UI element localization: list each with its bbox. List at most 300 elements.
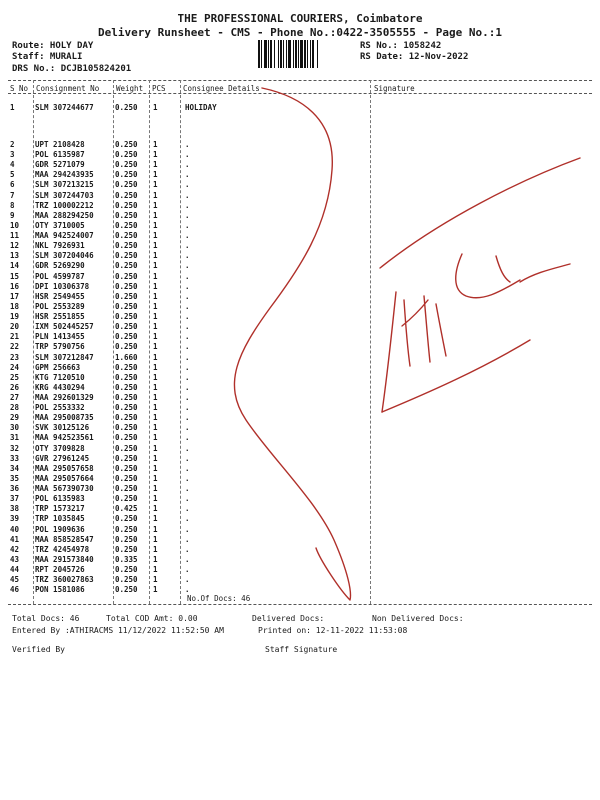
printed-on: Printed on: 12-11-2022 11:53:08 — [258, 626, 408, 635]
delivered-docs: Delivered Docs: — [252, 614, 325, 623]
rs-number: RS No.: 1058242 — [360, 41, 442, 51]
row-consignment-no: TRP 1573217 — [35, 504, 85, 513]
table-row — [0, 211, 600, 219]
row-sno: 22 — [10, 342, 20, 351]
row-pcs: 1 — [153, 514, 158, 523]
row-pcs: 1 — [153, 180, 158, 189]
row-pcs: 1 — [153, 251, 158, 260]
total-docs: Total Docs: 46 — [12, 614, 80, 623]
row-consignment-no: OTY 3710005 — [35, 221, 85, 230]
row-weight: 0.250 — [115, 272, 138, 281]
row-sno: 44 — [10, 565, 20, 574]
row-consignee-details: . — [185, 363, 190, 372]
row-consignment-no: SLM 307212847 — [35, 353, 94, 362]
row-pcs: 1 — [153, 140, 158, 149]
row-pcs: 1 — [153, 545, 158, 554]
rs-date: RS Date: 12-Nov-2022 — [360, 52, 469, 62]
row-sno: 31 — [10, 433, 20, 442]
row-pcs: 1 — [153, 261, 158, 270]
row-consignee-details: . — [185, 383, 190, 392]
table-row — [0, 423, 600, 431]
table-row — [0, 585, 600, 593]
row-consignee-details: . — [185, 454, 190, 463]
row-pcs: 1 — [153, 353, 158, 362]
row-sno: 24 — [10, 363, 20, 372]
table-row — [0, 332, 600, 340]
table-row — [0, 494, 600, 502]
table-row — [0, 272, 600, 280]
row-consignment-no: MAA 294243935 — [35, 170, 94, 179]
row-weight: 0.250 — [115, 373, 138, 382]
row-consignee-details: . — [185, 332, 190, 341]
row-sno: 11 — [10, 231, 20, 240]
row-consignment-no: MAA 942523561 — [35, 433, 94, 442]
table-row — [0, 201, 600, 209]
table-row — [0, 231, 600, 239]
row-pcs: 1 — [153, 393, 158, 402]
row-weight: 0.250 — [115, 464, 138, 473]
row-consignee-details: . — [185, 474, 190, 483]
row-pcs: 1 — [153, 342, 158, 351]
row-sno: 42 — [10, 545, 20, 554]
table-row — [0, 474, 600, 482]
row-consignee-details: . — [185, 160, 190, 169]
row-pcs: 1 — [153, 484, 158, 493]
row-consignee-details: . — [185, 504, 190, 513]
row-weight: 0.250 — [115, 363, 138, 372]
row-consignee-details: . — [185, 292, 190, 301]
column-header-consignee: Consignee Details — [183, 84, 260, 93]
row-pcs: 1 — [153, 103, 158, 112]
row-consignee-details: . — [185, 221, 190, 230]
row-consignment-no: MAA 295057658 — [35, 464, 94, 473]
row-weight: 0.250 — [115, 241, 138, 250]
company-title: THE PROFESSIONAL COURIERS, Coimbatore — [177, 12, 423, 25]
row-sno: 2 — [10, 140, 15, 149]
row-consignment-no: KRG 4430294 — [35, 383, 85, 392]
row-consignment-no: MAA 292601329 — [35, 393, 94, 402]
table-row — [0, 555, 600, 563]
no-of-docs: No.Of Docs: 46 — [187, 594, 251, 603]
table-row — [0, 403, 600, 411]
row-consignment-no: POL 1909636 — [35, 525, 85, 534]
row-consignee-details: . — [185, 312, 190, 321]
row-sno: 18 — [10, 302, 20, 311]
row-pcs: 1 — [153, 312, 158, 321]
row-weight: 0.250 — [115, 514, 138, 523]
row-sno: 38 — [10, 504, 20, 513]
row-pcs: 1 — [153, 272, 158, 281]
row-sno: 15 — [10, 272, 20, 281]
row-pcs: 1 — [153, 302, 158, 311]
row-consignee-details: . — [185, 251, 190, 260]
row-weight: 0.250 — [115, 342, 138, 351]
row-pcs: 1 — [153, 423, 158, 432]
row-sno: 28 — [10, 403, 20, 412]
row-sno: 29 — [10, 413, 20, 422]
row-consignment-no: TRZ 360027863 — [35, 575, 94, 584]
table-top-rule — [8, 80, 592, 81]
table-row — [0, 160, 600, 168]
row-sno: 17 — [10, 292, 20, 301]
row-weight: 0.250 — [115, 525, 138, 534]
row-consignee-details: . — [185, 241, 190, 250]
row-consignee-details: . — [185, 322, 190, 331]
row-weight: 0.250 — [115, 332, 138, 341]
row-consignee-details: . — [185, 525, 190, 534]
row-pcs: 1 — [153, 292, 158, 301]
row-sno: 4 — [10, 160, 15, 169]
table-row — [0, 261, 600, 269]
column-header-sno: S No — [10, 84, 29, 93]
row-weight: 0.250 — [115, 150, 138, 159]
column-header-signature: Signature — [374, 84, 415, 93]
row-pcs: 1 — [153, 201, 158, 210]
non-delivered-docs: Non Delivered Docs: — [372, 614, 464, 623]
row-consignment-no: SLM 307244703 — [35, 191, 94, 200]
row-sno: 19 — [10, 312, 20, 321]
row-consignment-no: TRZ 42454978 — [35, 545, 90, 554]
route-label: Route: HOLY DAY — [12, 41, 94, 51]
table-row — [0, 251, 600, 259]
row-weight: 0.250 — [115, 565, 138, 574]
row-weight: 0.250 — [115, 585, 138, 594]
row-weight: 0.250 — [115, 302, 138, 311]
row-pcs: 1 — [153, 363, 158, 372]
table-row — [0, 454, 600, 462]
row-consignment-no: SVK 30125126 — [35, 423, 90, 432]
row-pcs: 1 — [153, 191, 158, 200]
row-pcs: 1 — [153, 383, 158, 392]
table-row — [0, 565, 600, 573]
row-consignment-no: OTY 3709828 — [35, 444, 85, 453]
row-consignee-details: . — [185, 545, 190, 554]
row-consignee-details: . — [185, 272, 190, 281]
row-consignment-no: UPT 2108428 — [35, 140, 85, 149]
table-row — [0, 444, 600, 452]
row-weight: 0.250 — [115, 393, 138, 402]
row-consignee-details: . — [185, 444, 190, 453]
row-sno: 45 — [10, 575, 20, 584]
row-consignee-details: HOLIDAY — [185, 103, 217, 112]
row-sno: 10 — [10, 221, 20, 230]
row-sno: 16 — [10, 282, 20, 291]
table-row — [0, 103, 600, 111]
row-weight: 0.250 — [115, 211, 138, 220]
row-consignment-no: MAA 295057664 — [35, 474, 94, 483]
row-consignment-no: HSR 2551855 — [35, 312, 85, 321]
row-pcs: 1 — [153, 444, 158, 453]
column-header-consignment: Consignment No — [36, 84, 100, 93]
row-sno: 5 — [10, 170, 15, 179]
row-weight: 0.250 — [115, 251, 138, 260]
row-weight: 0.335 — [115, 555, 138, 564]
total-cod-amount: Total COD Amt: 0.00 — [106, 614, 198, 623]
row-pcs: 1 — [153, 322, 158, 331]
row-consignee-details: . — [185, 555, 190, 564]
row-sno: 35 — [10, 474, 20, 483]
row-sno: 7 — [10, 191, 15, 200]
row-weight: 0.250 — [115, 423, 138, 432]
row-consignment-no: MAA 291573840 — [35, 555, 94, 564]
row-consignment-no: PLN 1413455 — [35, 332, 85, 341]
row-pcs: 1 — [153, 525, 158, 534]
row-consignee-details: . — [185, 413, 190, 422]
table-row — [0, 535, 600, 543]
row-sno: 33 — [10, 454, 20, 463]
row-pcs: 1 — [153, 474, 158, 483]
row-weight: 0.250 — [115, 191, 138, 200]
table-row — [0, 292, 600, 300]
table-row — [0, 514, 600, 522]
row-weight: 0.250 — [115, 383, 138, 392]
row-weight: 0.250 — [115, 535, 138, 544]
row-weight: 0.250 — [115, 484, 138, 493]
row-weight: 0.250 — [115, 474, 138, 483]
row-consignee-details: . — [185, 302, 190, 311]
row-consignment-no: KTG 7120510 — [35, 373, 85, 382]
row-weight: 0.250 — [115, 433, 138, 442]
row-weight: 0.250 — [115, 282, 138, 291]
row-pcs: 1 — [153, 150, 158, 159]
row-sno: 46 — [10, 585, 20, 594]
row-sno: 6 — [10, 180, 15, 189]
row-consignment-no: POL 6135987 — [35, 150, 85, 159]
row-consignee-details: . — [185, 342, 190, 351]
row-weight: 0.250 — [115, 322, 138, 331]
row-consignee-details: . — [185, 575, 190, 584]
row-consignment-no: TRZ 100002212 — [35, 201, 94, 210]
runsheet-subtitle: Delivery Runsheet - CMS - Phone No.:0422-3505555 - Page No.:1 — [98, 26, 502, 39]
row-weight: 0.425 — [115, 504, 138, 513]
table-row — [0, 383, 600, 391]
row-consignment-no: GVR 27961245 — [35, 454, 90, 463]
table-row — [0, 353, 600, 361]
row-sno: 39 — [10, 514, 20, 523]
row-consignment-no: RPT 2045726 — [35, 565, 85, 574]
row-weight: 0.250 — [115, 413, 138, 422]
row-sno: 21 — [10, 332, 20, 341]
row-pcs: 1 — [153, 231, 158, 240]
table-row — [0, 140, 600, 148]
row-pcs: 1 — [153, 413, 158, 422]
row-sno: 13 — [10, 251, 20, 260]
row-consignee-details: . — [185, 373, 190, 382]
row-consignment-no: MAA 858528547 — [35, 535, 94, 544]
row-consignee-details: . — [185, 514, 190, 523]
verified-by: Verified By — [12, 645, 65, 654]
row-consignment-no: TRP 1035845 — [35, 514, 85, 523]
row-pcs: 1 — [153, 403, 158, 412]
row-weight: 0.250 — [115, 261, 138, 270]
staff-label: Staff: MURALI — [12, 52, 83, 62]
table-row — [0, 170, 600, 178]
table-row — [0, 312, 600, 320]
row-weight: 0.250 — [115, 231, 138, 240]
row-consignee-details: . — [185, 231, 190, 240]
row-consignee-details: . — [185, 393, 190, 402]
row-pcs: 1 — [153, 282, 158, 291]
table-row — [0, 342, 600, 350]
row-weight: 0.250 — [115, 221, 138, 230]
row-sno: 43 — [10, 555, 20, 564]
row-consignee-details: . — [185, 150, 190, 159]
table-row — [0, 282, 600, 290]
row-consignment-no: IXM 502445257 — [35, 322, 94, 331]
row-consignment-no: POL 4599787 — [35, 272, 85, 281]
row-consignee-details: . — [185, 403, 190, 412]
row-consignment-no: SLM 307244677 — [35, 103, 94, 112]
row-consignee-details: . — [185, 201, 190, 210]
entered-by: Entered By :ATHIRACMS 11/12/2022 11:52:50 AM — [12, 626, 224, 635]
row-sno: 20 — [10, 322, 20, 331]
row-consignee-details: . — [185, 464, 190, 473]
row-weight: 0.250 — [115, 140, 138, 149]
row-pcs: 1 — [153, 585, 158, 594]
row-weight: 0.250 — [115, 160, 138, 169]
column-header-pcs: PCS — [152, 84, 166, 93]
row-pcs: 1 — [153, 373, 158, 382]
row-pcs: 1 — [153, 160, 158, 169]
row-consignee-details: . — [185, 484, 190, 493]
table-row — [0, 150, 600, 158]
row-sno: 26 — [10, 383, 20, 392]
row-weight: 0.250 — [115, 545, 138, 554]
row-pcs: 1 — [153, 454, 158, 463]
row-consignee-details: . — [185, 211, 190, 220]
row-consignment-no: MAA 288294250 — [35, 211, 94, 220]
table-row — [0, 504, 600, 512]
row-sno: 25 — [10, 373, 20, 382]
row-consignee-details: . — [185, 353, 190, 362]
row-weight: 0.250 — [115, 454, 138, 463]
row-sno: 12 — [10, 241, 20, 250]
table-row — [0, 413, 600, 421]
row-weight: 0.250 — [115, 494, 138, 503]
table-row — [0, 180, 600, 188]
row-pcs: 1 — [153, 535, 158, 544]
row-sno: 23 — [10, 353, 20, 362]
staff-signature: Staff Signature — [265, 645, 338, 654]
table-row — [0, 191, 600, 199]
row-sno: 9 — [10, 211, 15, 220]
table-row — [0, 373, 600, 381]
row-sno: 30 — [10, 423, 20, 432]
drs-number: DRS No.: DCJB105824201 — [12, 64, 132, 74]
row-sno: 1 — [10, 103, 15, 112]
table-header-rule — [8, 93, 592, 94]
row-weight: 0.250 — [115, 575, 138, 584]
row-consignment-no: POL 2553332 — [35, 403, 85, 412]
row-consignment-no: DPI 10306378 — [35, 282, 90, 291]
row-sno: 37 — [10, 494, 20, 503]
row-consignment-no: NKL 7926931 — [35, 241, 85, 250]
row-consignment-no: GDR 5269290 — [35, 261, 85, 270]
table-bottom-rule — [8, 604, 592, 605]
row-pcs: 1 — [153, 555, 158, 564]
row-consignee-details: . — [185, 585, 190, 594]
row-consignee-details: . — [185, 433, 190, 442]
row-consignment-no: HSR 2549455 — [35, 292, 85, 301]
row-pcs: 1 — [153, 494, 158, 503]
barcode-image — [258, 40, 350, 68]
row-pcs: 1 — [153, 565, 158, 574]
row-weight: 0.250 — [115, 292, 138, 301]
row-sno: 41 — [10, 535, 20, 544]
table-row — [0, 363, 600, 371]
table-row — [0, 464, 600, 472]
row-consignee-details: . — [185, 180, 190, 189]
row-pcs: 1 — [153, 504, 158, 513]
table-row — [0, 221, 600, 229]
row-pcs: 1 — [153, 464, 158, 473]
row-consignment-no: POL 2553289 — [35, 302, 85, 311]
row-consignment-no: GPM 256663 — [35, 363, 81, 372]
row-consignee-details: . — [185, 140, 190, 149]
row-consignee-details: . — [185, 494, 190, 503]
row-consignment-no: SLM 307204046 — [35, 251, 94, 260]
row-consignment-no: MAA 942524007 — [35, 231, 94, 240]
row-consignee-details: . — [185, 423, 190, 432]
row-consignment-no: POL 6135983 — [35, 494, 85, 503]
row-pcs: 1 — [153, 170, 158, 179]
row-weight: 0.250 — [115, 180, 138, 189]
row-consignee-details: . — [185, 565, 190, 574]
row-pcs: 1 — [153, 211, 158, 220]
row-consignee-details: . — [185, 170, 190, 179]
row-consignment-no: GDR 5271079 — [35, 160, 85, 169]
table-row — [0, 525, 600, 533]
table-row — [0, 241, 600, 249]
row-pcs: 1 — [153, 241, 158, 250]
row-sno: 32 — [10, 444, 20, 453]
row-consignment-no: SLM 307213215 — [35, 180, 94, 189]
row-consignment-no: MAA 295008735 — [35, 413, 94, 422]
row-sno: 3 — [10, 150, 15, 159]
row-sno: 14 — [10, 261, 20, 270]
row-sno: 36 — [10, 484, 20, 493]
column-header-weight: Weight — [116, 84, 144, 93]
row-weight: 0.250 — [115, 201, 138, 210]
row-consignee-details: . — [185, 191, 190, 200]
row-weight: 0.250 — [115, 403, 138, 412]
row-pcs: 1 — [153, 433, 158, 442]
row-consignee-details: . — [185, 261, 190, 270]
row-sno: 8 — [10, 201, 15, 210]
row-sno: 40 — [10, 525, 20, 534]
row-weight: 0.250 — [115, 312, 138, 321]
row-pcs: 1 — [153, 575, 158, 584]
table-row — [0, 393, 600, 401]
table-row — [0, 302, 600, 310]
row-consignment-no: MAA 567390730 — [35, 484, 94, 493]
row-pcs: 1 — [153, 221, 158, 230]
row-weight: 0.250 — [115, 444, 138, 453]
row-weight: 1.660 — [115, 353, 138, 362]
row-consignment-no: TRP 5790756 — [35, 342, 85, 351]
row-consignee-details: . — [185, 535, 190, 544]
table-row — [0, 433, 600, 441]
row-weight: 0.250 — [115, 170, 138, 179]
row-sno: 34 — [10, 464, 20, 473]
row-weight: 0.250 — [115, 103, 138, 112]
table-row — [0, 484, 600, 492]
row-sno: 27 — [10, 393, 20, 402]
row-consignment-no: PON 1581086 — [35, 585, 85, 594]
table-row — [0, 575, 600, 583]
row-pcs: 1 — [153, 332, 158, 341]
row-consignee-details: . — [185, 282, 190, 291]
